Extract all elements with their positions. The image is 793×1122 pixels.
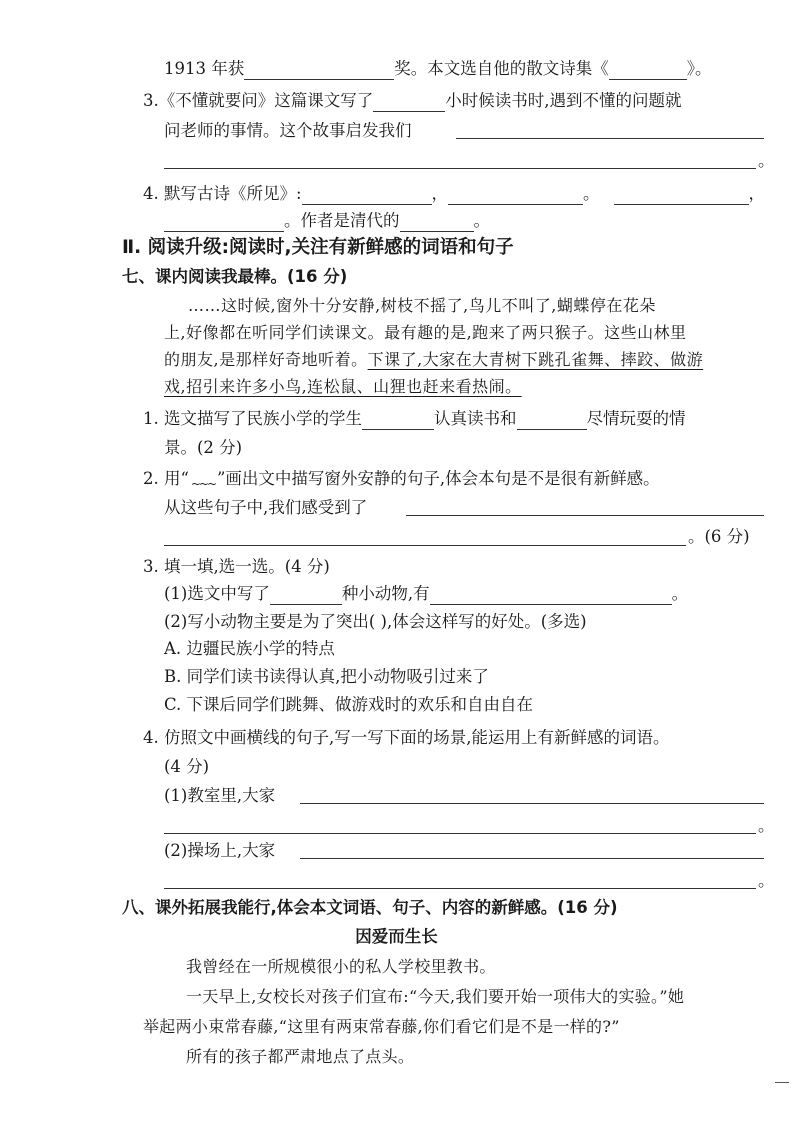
text: ， [748, 184, 766, 203]
answer-line[interactable] [164, 888, 756, 889]
text: 。作者是清代的 [284, 211, 400, 230]
text: 认真读书和 [434, 409, 517, 428]
answer-line[interactable] [164, 545, 686, 546]
text: 。 [473, 211, 490, 230]
passage-line [164, 349, 703, 371]
text: 1913 年获 [164, 59, 245, 78]
passage-line: 上,好像都在听同学们读课文。最有趣的是,跑来了两只猴子。这些山林里 [164, 323, 687, 342]
option-a[interactable]: A. 边疆民族小学的特点 [164, 639, 335, 658]
page-edge-mark [775, 1082, 789, 1083]
text: 问老师的事情。这个故事启发我们 [164, 121, 412, 140]
option-b[interactable]: B. 同学们读书读得认真,把小动物吸引过来了 [164, 667, 489, 686]
blank-poem-2[interactable] [448, 188, 583, 205]
period [758, 150, 775, 172]
passage-line: ……这时候,窗外十分安静,树枝不摇了,鸟儿不叫了,蝴蝶停在花朵 [188, 296, 656, 315]
q7-item4-1: (1)教室里,大家 [164, 786, 276, 805]
text: 小时候读书时,遇到不懂的问题就 [445, 91, 682, 110]
story-paragraph: 举起两小束常春藤,“这里有两束常春藤,你们看它们是不是一样的?” [143, 1017, 620, 1036]
text: 。 [583, 184, 600, 203]
text: 1. 选文描写了民族小学的学生 [143, 409, 362, 428]
blank-animals[interactable] [430, 588, 672, 605]
answer-line[interactable] [164, 833, 756, 834]
q7-item3-1 [164, 583, 688, 605]
text: ， [431, 184, 449, 203]
text: 4. 默写古诗《所见》: [143, 184, 302, 203]
answer-line[interactable] [406, 515, 764, 516]
blank-author[interactable] [400, 215, 474, 232]
underlined-sentence: 下课了,大家在大青树下跳孔雀舞、摔跤、做游 [367, 350, 704, 369]
q7-item2-line1 [143, 468, 660, 495]
score: 。(6 分) [688, 527, 750, 546]
q7-item4-2: (2)操场上,大家 [164, 841, 276, 860]
section-title: Ⅱ. 阅读升级:阅读时,关注有新鲜感的词语和句子 [122, 237, 514, 258]
answer-line[interactable] [300, 803, 764, 804]
text: 3.《不懂就要问》这篇课文写了 [143, 91, 374, 110]
q7-item4-line2: (4 分) [164, 757, 210, 776]
blank-how1[interactable] [362, 413, 434, 430]
q7-heading: 七、课内阅读我最棒。(16 分) [122, 267, 348, 286]
q6-item4-line2 [164, 210, 490, 232]
story-paragraph: 所有的孩子都严肃地点了点头。 [186, 1047, 415, 1066]
answer-line[interactable] [164, 168, 756, 169]
q7-item3-2: (2)写小动物主要是为了突出( ),体会这样写的好处。(多选) [164, 612, 587, 631]
blank-collection[interactable] [609, 63, 687, 80]
blank-count[interactable] [270, 588, 342, 605]
text: 奖。本文选自他的散文诗集《 [394, 59, 609, 78]
text: 2. 用“ [143, 469, 189, 488]
text: 。 [758, 151, 775, 170]
q6-line1 [164, 58, 712, 80]
q6-item4-line1 [143, 183, 765, 205]
period: 。 [758, 816, 775, 835]
text: (1)选文中写了 [164, 584, 270, 603]
q7-item2-line2: 从这些句子中,我们感受到了 [164, 498, 368, 517]
q7-item3: 3. 填一填,选一选。(4 分) [143, 557, 330, 576]
passage-line [164, 376, 522, 398]
text: 》。 [686, 59, 712, 78]
q7-item1-line1 [143, 408, 686, 430]
underlined-sentence: 戏,招引来许多小鸟,连松鼠、山狸也赶来看热闹。 [164, 377, 522, 396]
blank-award[interactable] [244, 63, 394, 80]
answer-line[interactable] [300, 858, 764, 859]
answer-line[interactable] [456, 138, 764, 139]
q6-item3-line2 [164, 120, 412, 142]
story-title: 因爱而生长 [355, 927, 438, 946]
blank-poem-4[interactable] [164, 215, 284, 232]
blank-how2[interactable] [517, 413, 587, 430]
text: 。 [671, 584, 689, 603]
q7-item1-line2: 景。(2 分) [164, 438, 243, 457]
text: 的朋友,是那样好奇地听着。 [164, 350, 368, 369]
text: ”画出文中描写窗外安静的句子,体会本句是不是很有新鲜感。 [216, 469, 660, 488]
wavy-line-icon: ~~~ [190, 477, 216, 491]
q8-heading: 八、课外拓展我能行,体会本文词语、句子、内容的新鲜感。(16 分) [122, 898, 618, 917]
story-paragraph: 我曾经在一所规模很小的私人学校里教书。 [186, 957, 496, 976]
q7-item4-line1: 4. 仿照文中画横线的句子,写一写下面的场景,能运用上有新鲜感的词语。 [143, 728, 670, 747]
blank-who[interactable] [373, 95, 445, 112]
text: 尽情玩耍的情 [586, 409, 686, 428]
blank-poem-3[interactable] [614, 188, 749, 205]
story-paragraph: 一天早上,女校长对孩子们宣布:“今天,我们要开始一项伟大的实验。”她 [186, 987, 685, 1006]
text: 种小动物,有 [341, 584, 430, 603]
blank-poem-1[interactable] [302, 188, 432, 205]
option-c[interactable]: C. 下课后同学们跳舞、做游戏时的欢乐和自由自在 [164, 695, 534, 714]
period: 。 [758, 871, 775, 890]
q6-item3-line1 [143, 90, 682, 112]
